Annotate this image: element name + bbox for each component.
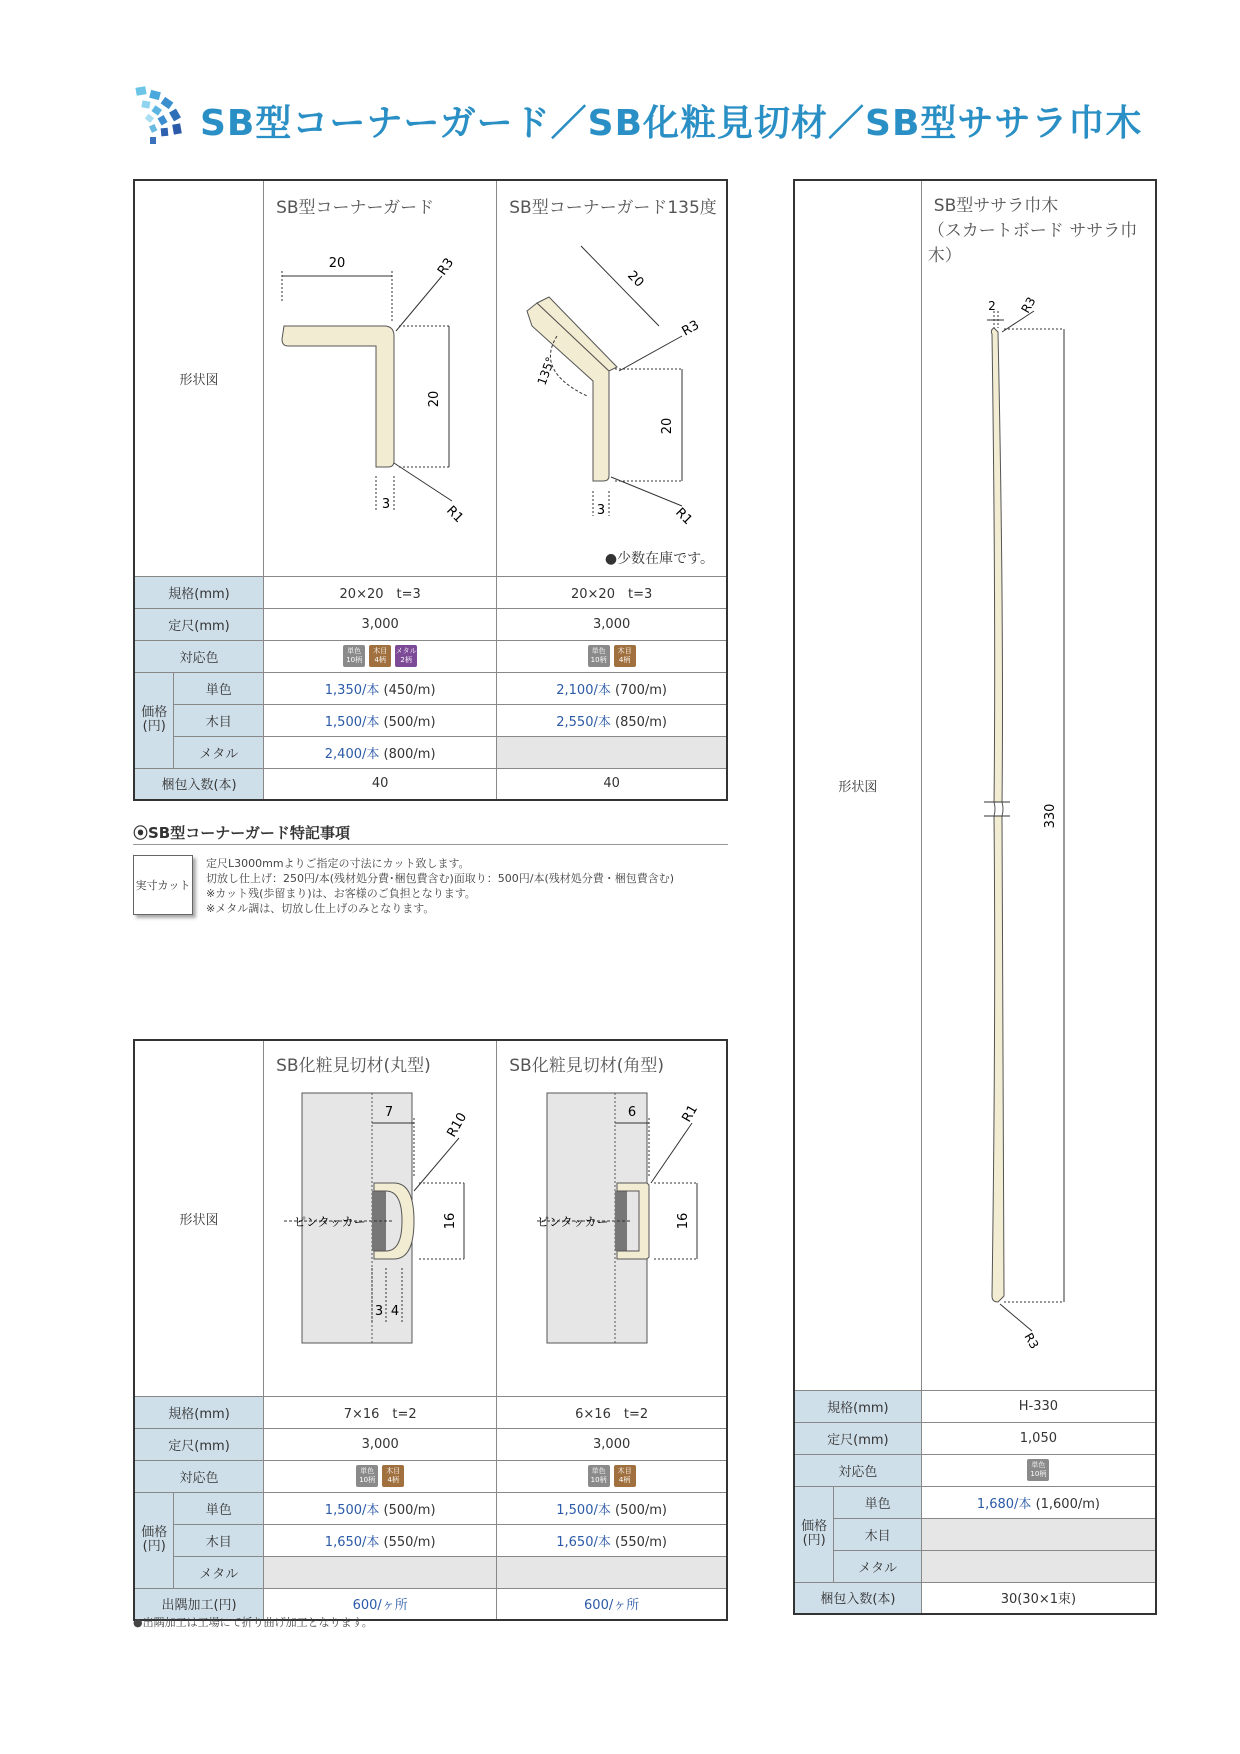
dim-top: 7 bbox=[384, 1105, 394, 1120]
wood-badge: 木目 4柄 bbox=[614, 1465, 636, 1487]
product-name: SB型コーナーガード bbox=[276, 198, 435, 218]
corner-work-value: 600/ヶ所 bbox=[264, 1588, 497, 1620]
metal-na bbox=[264, 1556, 497, 1588]
solid-per-m: (500/m) bbox=[615, 1502, 667, 1518]
dim-side: 20 bbox=[660, 417, 676, 435]
r-top: R3 bbox=[1018, 294, 1039, 316]
metal-label: メタル bbox=[174, 1556, 264, 1588]
length-value: 3,000 bbox=[497, 608, 727, 640]
pack-value: 40 bbox=[264, 768, 497, 800]
product-name: SB化粧見切材(丸型) bbox=[276, 1056, 431, 1076]
solid-label: 単色 bbox=[174, 1492, 264, 1524]
metal-badge: メタル 2柄 bbox=[395, 645, 417, 667]
corner-guard-table bbox=[133, 179, 728, 801]
note-line: ※カット残(歩留まり)は、お客様のご負担となります。 bbox=[206, 887, 476, 900]
square-trim-diagram bbox=[497, 1083, 728, 1393]
length-label: 定尺(mm) bbox=[134, 608, 264, 640]
dim-angle: 135° bbox=[534, 355, 558, 388]
solid-per-m: (450/m) bbox=[383, 682, 436, 698]
solid-per-m: (500/m) bbox=[383, 1502, 436, 1518]
r-top: R3 bbox=[435, 255, 458, 279]
length-label: 定尺(mm) bbox=[134, 1428, 264, 1460]
notes-divider bbox=[133, 844, 728, 845]
product-name: SB化粧見切材(角型) bbox=[509, 1056, 664, 1076]
note-line: ※メタル調は、切放し仕上げのみとなります。 bbox=[206, 902, 435, 915]
metal-label: メタル bbox=[174, 736, 264, 768]
dim-top: 6 bbox=[628, 1105, 637, 1120]
notes-heading: ⦿SB型コーナーガード特記事項 bbox=[133, 824, 350, 842]
wood-label: 木目 bbox=[174, 1524, 264, 1556]
spec-value: 7×16 t=2 bbox=[264, 1396, 497, 1428]
dim-b1: 3 bbox=[374, 1304, 384, 1319]
wood-price: 1,650/本 bbox=[324, 1534, 380, 1550]
note-line: 定尺L3000mmよりご指定の寸法にカット致します。 bbox=[206, 857, 470, 870]
solid-per-m: (700/m) bbox=[615, 682, 667, 698]
dim-side: 20 bbox=[427, 390, 443, 408]
product-subname: （スカートボード ササラ巾木） bbox=[927, 221, 1138, 266]
wood-per-m: (550/m) bbox=[383, 1534, 436, 1550]
brand-logo-icon bbox=[128, 85, 196, 153]
r-label: R1 bbox=[679, 1102, 702, 1125]
dim-side: 16 bbox=[443, 1212, 459, 1230]
wood-badge: 木目 4柄 bbox=[369, 645, 391, 667]
spec-value: 20×20 t=3 bbox=[264, 576, 497, 608]
round-trim-diagram bbox=[264, 1083, 498, 1393]
colors-label: 対応色 bbox=[134, 1460, 264, 1492]
colors-label: 対応色 bbox=[794, 1454, 921, 1486]
wood-badge: 木目 4柄 bbox=[614, 645, 636, 667]
solid-price: 2,100/本 bbox=[556, 682, 611, 698]
solid-badge: 単色 10柄 bbox=[343, 645, 365, 667]
corner-work-label: 出隅加工(円) bbox=[134, 1588, 264, 1620]
pack-label: 梱包入数(本) bbox=[134, 768, 264, 800]
shape-label: 形状図 bbox=[134, 1040, 264, 1396]
wood-na bbox=[921, 1518, 1156, 1550]
pack-label: 梱包入数(本) bbox=[794, 1582, 921, 1614]
dim-side: 16 bbox=[676, 1212, 692, 1230]
cut-box: 実寸カット bbox=[133, 855, 193, 915]
stock-note: ●少数在庫です。 bbox=[604, 550, 714, 567]
footnote: ●出隅加工は工場にて折り曲げ加工となります。 bbox=[133, 1616, 373, 1629]
length-value: 3,000 bbox=[497, 1428, 727, 1460]
solid-badge: 単色 10柄 bbox=[588, 1465, 610, 1487]
wood-label: 木目 bbox=[174, 704, 264, 736]
skirting-diagram bbox=[922, 236, 1158, 1386]
wood-label: 木目 bbox=[834, 1518, 921, 1550]
page-title: SB型コーナーガード／SB化粧見切材／SB型ササラ巾木 bbox=[200, 103, 1143, 144]
metal-price: 2,400/本 bbox=[324, 746, 380, 762]
dim-thick: 3 bbox=[381, 497, 391, 512]
wood-per-m: (550/m) bbox=[615, 1534, 667, 1550]
solid-badge: 単色 10柄 bbox=[356, 1465, 378, 1487]
pack-value: 40 bbox=[497, 768, 727, 800]
length-value: 3,000 bbox=[264, 1428, 497, 1460]
corner-guard-135-diagram bbox=[497, 231, 728, 571]
wood-per-m: (850/m) bbox=[615, 714, 667, 730]
r-bottom: R1 bbox=[672, 505, 696, 529]
notes-lines bbox=[206, 856, 726, 916]
wood-per-m: (500/m) bbox=[383, 714, 436, 730]
length-value: 1,050 bbox=[921, 1422, 1156, 1454]
solid-price: 1,350/本 bbox=[324, 682, 380, 698]
wood-badge: 木目 4柄 bbox=[382, 1465, 404, 1487]
wood-price: 1,500/本 bbox=[324, 714, 380, 730]
spec-label: 規格(mm) bbox=[794, 1390, 921, 1422]
metal-label: メタル bbox=[834, 1550, 921, 1582]
price-label: 価格 (円) bbox=[134, 672, 174, 768]
price-label: 価格 (円) bbox=[134, 1492, 174, 1588]
tacker-label: ピンタッカー bbox=[537, 1215, 609, 1229]
spec-label: 規格(mm) bbox=[134, 576, 264, 608]
wood-price: 1,650/本 bbox=[556, 1534, 611, 1550]
note-line: 切放し仕上げ：250円/本(残材処分費･梱包費含む)面取り：500円/本(残材処分費・梱包費含む) bbox=[206, 872, 675, 885]
r-bottom: R3 bbox=[1021, 1330, 1042, 1352]
dim-top: 2 bbox=[987, 299, 996, 313]
product-name: SB型コーナーガード135度 bbox=[509, 198, 717, 218]
trim-table bbox=[133, 1039, 728, 1621]
tacker-label: ピンタッカー bbox=[294, 1215, 366, 1229]
colors-label: 対応色 bbox=[134, 640, 264, 672]
wood-price: 2,550/本 bbox=[556, 714, 611, 730]
dim-top: 20 bbox=[328, 256, 346, 271]
skirting-table bbox=[793, 179, 1157, 1615]
spec-value: 20×20 t=3 bbox=[497, 576, 727, 608]
product-name: SB型ササラ巾木 bbox=[933, 196, 1059, 216]
dim-thick: 3 bbox=[597, 503, 606, 518]
r-top: R3 bbox=[679, 317, 703, 340]
corner-work-value: 600/ヶ所 bbox=[497, 1588, 727, 1620]
spec-value: 6×16 t=2 bbox=[497, 1396, 727, 1428]
price-label: 価格 (円) bbox=[794, 1486, 834, 1582]
metal-na bbox=[921, 1550, 1156, 1582]
shape-label: 形状図 bbox=[794, 180, 921, 1390]
r-bottom: R1 bbox=[443, 503, 467, 527]
solid-price: 1,680/本 bbox=[976, 1496, 1032, 1512]
metal-per-m: (800/m) bbox=[383, 746, 436, 762]
spec-label: 規格(mm) bbox=[134, 1396, 264, 1428]
solid-per-m: (1,600/m) bbox=[1035, 1496, 1100, 1512]
solid-price: 1,500/本 bbox=[324, 1502, 380, 1518]
solid-badge: 単色 10柄 bbox=[1027, 1459, 1049, 1481]
length-value: 3,000 bbox=[264, 608, 497, 640]
length-label: 定尺(mm) bbox=[794, 1422, 921, 1454]
solid-label: 単色 bbox=[174, 672, 264, 704]
shape-label: 形状図 bbox=[134, 180, 264, 576]
metal-na bbox=[497, 736, 727, 768]
dim-height: 330 bbox=[1042, 803, 1058, 829]
corner-guard-diagram bbox=[264, 231, 498, 571]
metal-na bbox=[497, 1556, 727, 1588]
solid-label: 単色 bbox=[834, 1486, 921, 1518]
dim-top: 20 bbox=[624, 268, 647, 291]
dim-b2: 4 bbox=[390, 1304, 400, 1319]
pack-value: 30(30×1束) bbox=[921, 1582, 1156, 1614]
solid-badge: 単色 10柄 bbox=[588, 645, 610, 667]
r-label: R10 bbox=[444, 1110, 471, 1140]
spec-value: H-330 bbox=[921, 1390, 1156, 1422]
solid-price: 1,500/本 bbox=[556, 1502, 611, 1518]
